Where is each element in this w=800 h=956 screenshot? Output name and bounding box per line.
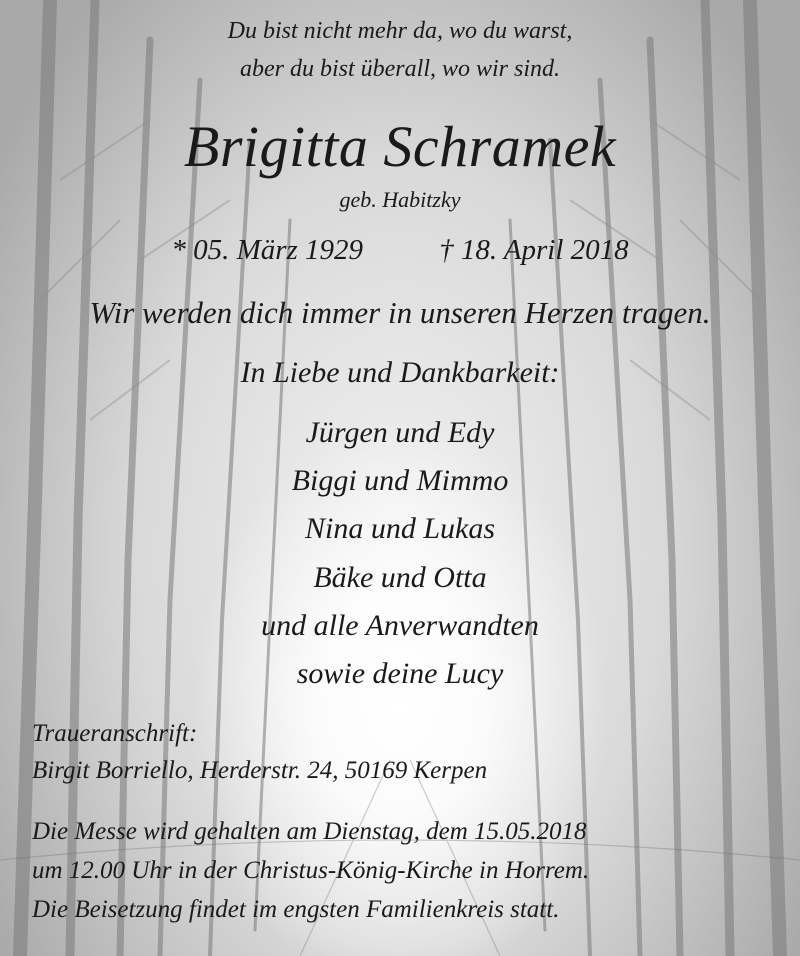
service-info-line: Die Beisetzung findet im engsten Familienkreis statt. xyxy=(32,896,560,923)
family-member: Nina und Lukas xyxy=(304,512,496,545)
maiden-name: geb. Habitzky xyxy=(339,187,461,212)
tagline: Wir werden dich immer in unseren Herzen tragen. xyxy=(89,295,711,330)
family-member: Bäke und Otta xyxy=(313,561,487,594)
family-member: und alle Anverwandten xyxy=(261,609,539,642)
service-info-line: um 12.00 Uhr in der Christus-König-Kirche in Horrem. xyxy=(32,857,590,884)
dedication-heading: In Liebe und Dankbarkeit: xyxy=(240,356,560,389)
address-label: Traueranschrift: xyxy=(32,720,198,747)
service-info-line: Die Messe wird gehalten am Dienstag, dem 15.05.2018 xyxy=(32,818,587,845)
family-member: Biggi und Mimmo xyxy=(291,464,509,497)
family-member: Jürgen und Edy xyxy=(305,416,495,449)
deceased-name: Brigitta Schramek xyxy=(183,114,617,179)
family-member: sowie deine Lucy xyxy=(296,657,504,690)
life-dates xyxy=(0,234,800,267)
address-value: Birgit Borriello, Herderstr. 24, 50169 Kerpen xyxy=(32,757,488,784)
birth-date: * 05. März 1929 xyxy=(171,234,364,266)
quote-line: aber du bist überall, wo wir sind. xyxy=(239,56,561,82)
quote-line: Du bist nicht mehr da, wo du warst, xyxy=(227,18,573,44)
death-date: † 18. April 2018 xyxy=(439,234,629,266)
